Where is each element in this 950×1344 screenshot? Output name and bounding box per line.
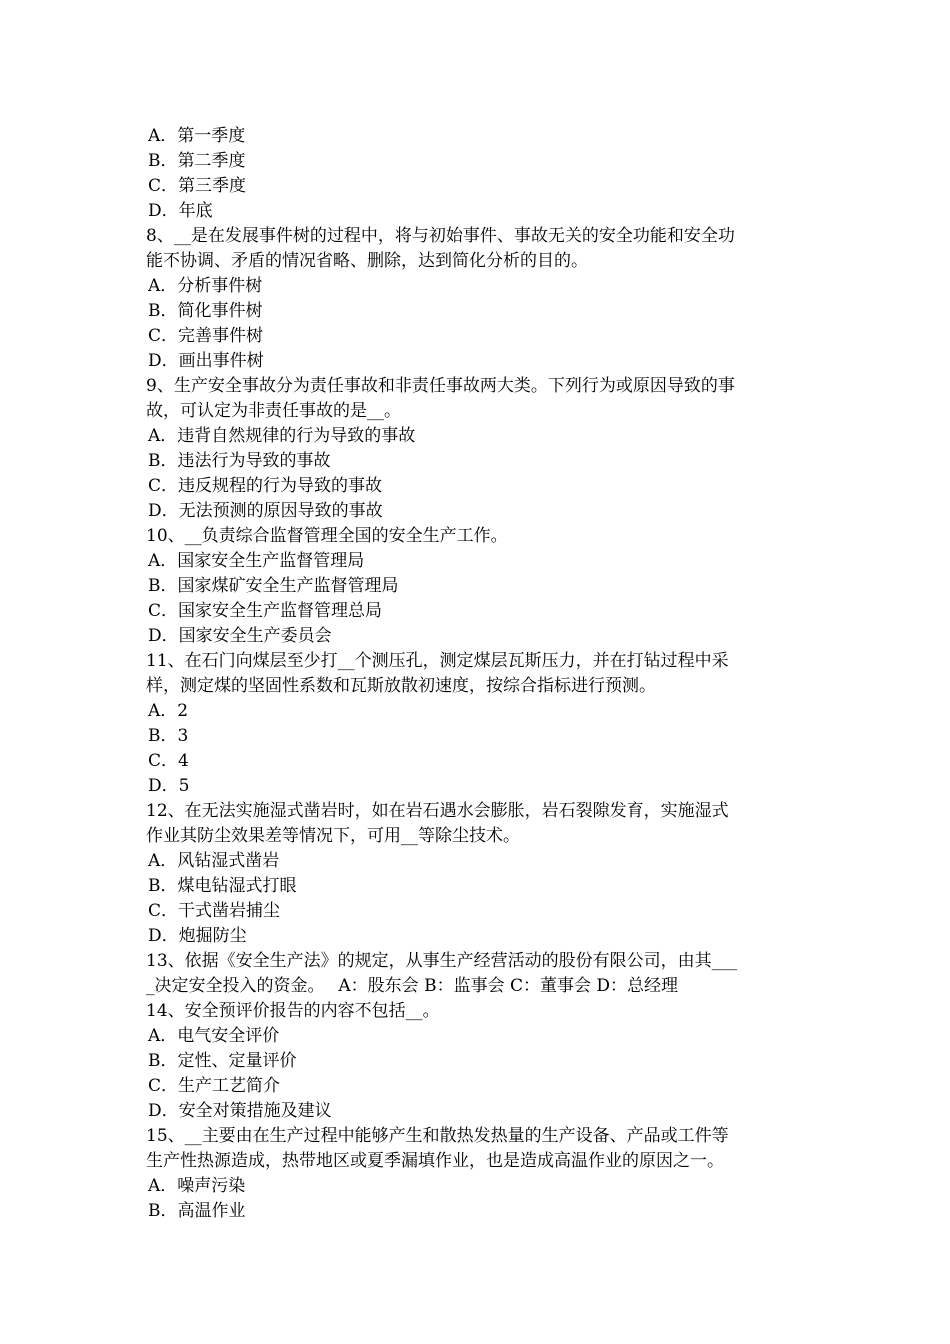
- option: D．安全对策措施及建议: [148, 1101, 332, 1121]
- option: B．高温作业: [148, 1201, 246, 1221]
- option: A．风钻湿式凿岩: [148, 851, 280, 871]
- option: B．简化事件树: [148, 301, 263, 321]
- option: C．生产工艺简介: [148, 1076, 281, 1096]
- question-11: [146, 649, 810, 799]
- option: D．国家安全生产委员会: [148, 626, 332, 646]
- option: B．违法行为导致的事故: [148, 451, 331, 471]
- option: B．国家煤矿安全生产监督管理局: [148, 576, 399, 596]
- question-9: [146, 374, 810, 524]
- question-stem: 8、__是在发展事件树的过程中，将与初始事件、事故无关的安全功能和安全功: [146, 226, 735, 246]
- option: C．4: [148, 751, 189, 771]
- option: D．炮掘防尘: [148, 926, 247, 946]
- option: B．煤电钻湿式打眼: [148, 876, 297, 896]
- option: A．2: [148, 701, 189, 721]
- question-13: [146, 949, 810, 999]
- question-stem: 生产性热源造成，热带地区或夏季漏填作业，也是造成高温作业的原因之一。: [146, 1151, 724, 1171]
- option: A．电气安全评价: [148, 1026, 280, 1046]
- option: D．画出事件树: [148, 351, 264, 371]
- lead-options: [146, 124, 810, 224]
- question-15: [146, 1124, 810, 1224]
- question-stem: 13、依据《安全生产法》的规定，从事生产经营活动的股份有限公司，由其___: [146, 951, 738, 971]
- question-8: [146, 224, 810, 374]
- option: A．第一季度: [148, 126, 246, 146]
- question-stem: 12、在无法实施湿式凿岩时，如在岩石遇水会膨胀，岩石裂隙发育，实施湿式: [146, 801, 729, 821]
- question-stem: 能不协调、矛盾的情况省略、删除，达到简化分析的目的。: [146, 251, 588, 271]
- question-12: [146, 799, 810, 949]
- option: B．定性、定量评价: [148, 1051, 297, 1071]
- option: D．无法预测的原因导致的事故: [148, 501, 383, 521]
- option: C．干式凿岩捕尘: [148, 901, 281, 921]
- option: B．3: [148, 726, 189, 746]
- question-14: [146, 999, 810, 1124]
- question-stem: 14、安全预评价报告的内容不包括__。: [146, 1001, 440, 1021]
- option: B．第二季度: [148, 151, 246, 171]
- question-stem: _决定安全投入的资金。 A：股东会 B：监事会 C：董事会 D：总经理: [146, 976, 679, 996]
- question-stem: 样，测定煤的坚固性系数和瓦斯放散初速度，按综合指标进行预测。: [146, 676, 656, 696]
- option: C．国家安全生产监督管理总局: [148, 601, 383, 621]
- option: D．5: [148, 776, 190, 796]
- option: A．国家安全生产监督管理局: [148, 551, 365, 571]
- option: C．违反规程的行为导致的事故: [148, 476, 383, 496]
- document-page: [146, 124, 810, 1224]
- question-10: [146, 524, 810, 649]
- option: A．分析事件树: [148, 276, 263, 296]
- question-stem: 10、__负责综合监督管理全国的安全生产工作。: [146, 526, 508, 546]
- option: A．违背自然规律的行为导致的事故: [148, 426, 416, 446]
- question-stem: 11、在石门向煤层至少打__个测压孔，测定煤层瓦斯压力，并在打钻过程中采: [146, 651, 729, 671]
- option: A．噪声污染: [148, 1176, 246, 1196]
- question-stem: 15、__主要由在生产过程中能够产生和散热发热量的生产设备、产品或工件等: [146, 1126, 729, 1146]
- question-stem: 9、生产安全事故分为责任事故和非责任事故两大类。下列行为或原因导致的事: [146, 376, 735, 396]
- option: D．年底: [148, 201, 213, 221]
- option: C．完善事件树: [148, 326, 264, 346]
- option: C．第三季度: [148, 176, 247, 196]
- question-stem: 作业其防尘效果差等情况下，可用__等除尘技术。: [146, 826, 520, 846]
- question-stem: 故，可认定为非责任事故的是__。: [146, 401, 401, 421]
